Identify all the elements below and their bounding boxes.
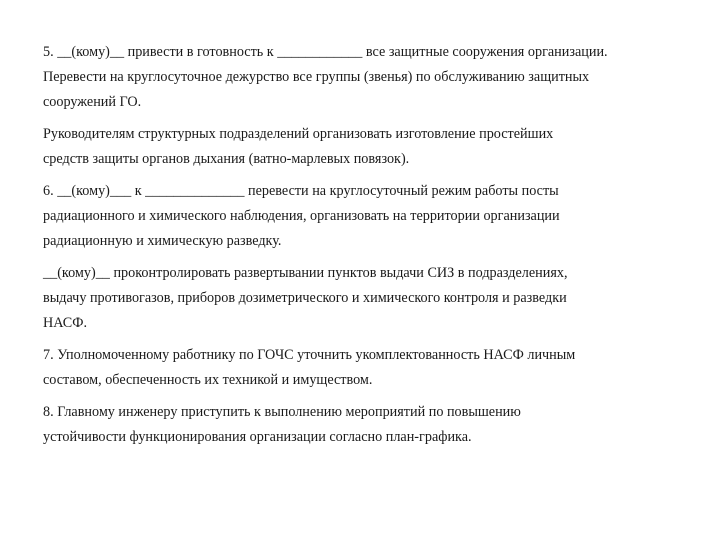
paragraph-line: Руководителям структурных подразделений организовать изготовление простейших [43, 126, 554, 142]
paragraph-item-8 [43, 400, 693, 450]
paragraph-item-6 [43, 179, 693, 254]
paragraph-siz-control [43, 261, 693, 336]
paragraph-item-7 [43, 343, 693, 393]
paragraph-line: 6. __(кому)___ к ______________ перевести на круглосуточный режим работы посты [43, 183, 559, 199]
paragraph-line: сооружений ГО. [43, 94, 142, 110]
paragraph-line: __(кому)__ проконтролировать развертывании пунктов выдачи СИЗ в подразделениях, [43, 265, 568, 281]
paragraph-line: составом, обеспеченность их техникой и имуществом. [43, 372, 373, 388]
paragraph-line: радиационную и химическую разведку. [43, 233, 282, 249]
paragraph-line: выдачу противогазов, приборов дозиметрического и химического контроля и разведки [43, 290, 567, 306]
paragraph-structural-units [43, 122, 693, 172]
paragraph-item-5 [43, 40, 693, 115]
paragraph-line: НАСФ. [43, 315, 88, 331]
paragraph-line: 8. Главному инженеру приступить к выполнению мероприятий по повышению [43, 404, 521, 420]
paragraph-line: устойчивости функционирования организации согласно план-графика. [43, 429, 472, 445]
paragraph-line: Перевести на круглосуточное дежурство все группы (звенья) по обслуживанию защитных [43, 69, 590, 85]
paragraph-line: радиационного и химического наблюдения, организовать на территории организации [43, 208, 560, 224]
paragraph-line: средств защиты органов дыхания (ватно-марлевых повязок). [43, 151, 410, 167]
paragraph-line: 7. Уполномоченному работнику по ГОЧС уточнить укомплектованность НАСФ личным [43, 347, 576, 363]
paragraph-line: 5. __(кому)__ привести в готовность к ____________ все защитные сооружения организации. [43, 44, 608, 60]
document-body [43, 40, 693, 457]
